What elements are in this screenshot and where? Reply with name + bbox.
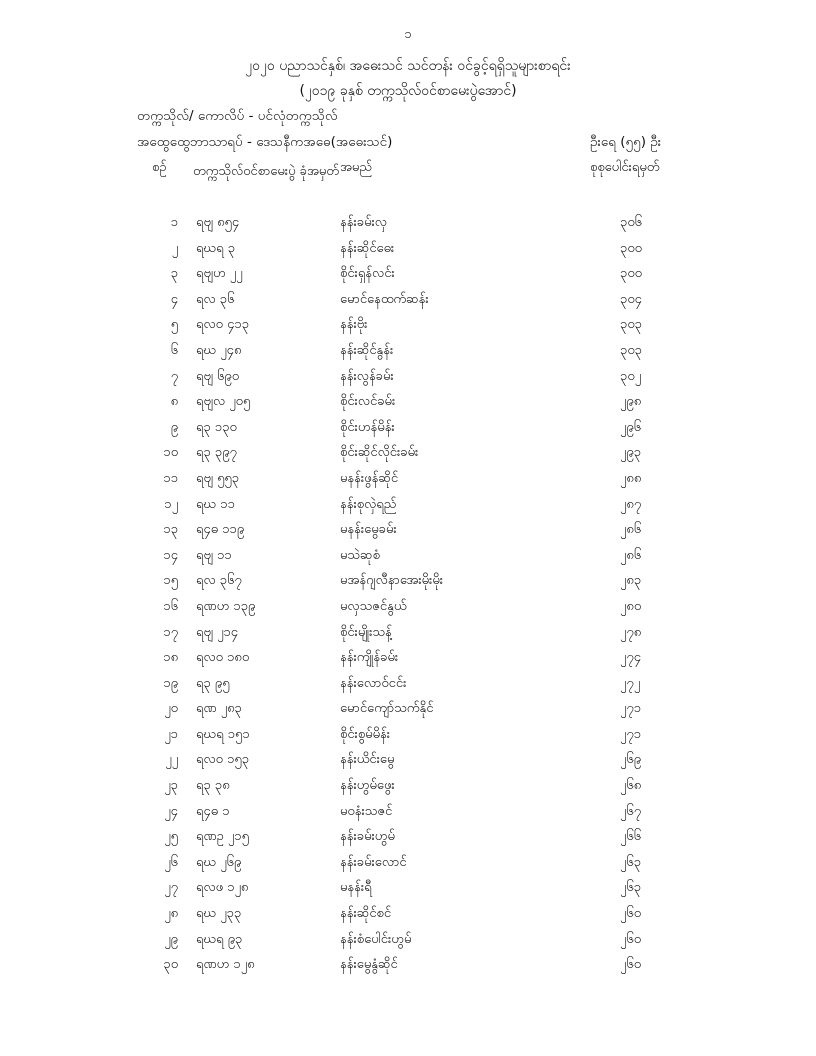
total-marks: ၂၆၀ (620, 957, 642, 973)
table-row (0, 598, 816, 624)
serial-number: ၈ (170, 394, 178, 410)
roll-number: ရလဖ ၁၂၈ (196, 880, 249, 896)
student-name: နန်းဗိုး (340, 317, 368, 333)
roll-number: ရဗျလ ၂၀၅ (196, 394, 251, 410)
header-name: အမည် (340, 160, 372, 175)
serial-number: ၁၃ (163, 522, 178, 538)
total-marks: ၂၈၆ (620, 547, 642, 563)
total-marks: ၂၉၃ (620, 445, 642, 461)
document-subtitle: (၂၀၁၉ ခုနှစ် တက္ကသိုလ်ဝင်စာမေးပွဲအောင်) (299, 83, 517, 99)
total-marks: ၂၆၈ (620, 778, 642, 794)
roll-number: ရဗျ ၈၅၄ (196, 215, 240, 230)
student-name: နန်းဆိုင်ဓေး (340, 240, 395, 256)
roll-number: ရ၃ ၃၉၇ (196, 445, 237, 461)
total-marks: ၂၉၈ (620, 394, 642, 410)
header-total-marks: စုစုပေါင်းရမှတ် (590, 160, 660, 175)
total-marks: ၂၆၃ (620, 880, 642, 896)
roll-number: ရဃရ ၁၅၁ (196, 726, 250, 742)
table-row (0, 265, 816, 291)
serial-number: ၂၁ (164, 726, 178, 742)
serial-number: ၁ (170, 215, 178, 230)
roll-number: ရဃရ ၉၃ (196, 931, 243, 947)
serial-number: ၅ (170, 317, 178, 333)
serial-number: ၂ (171, 240, 178, 256)
roll-number: ရဏဟ ၁၃၉ (196, 598, 256, 614)
serial-number: ၁၇ (163, 624, 178, 640)
table-row (0, 931, 816, 957)
table-row (0, 419, 816, 445)
table-row (0, 905, 816, 931)
student-name: နန်းခမ်းလှ (340, 215, 387, 230)
student-name: မနန်းမွေခမ်း (340, 522, 397, 538)
table-row (0, 393, 816, 419)
total-marks: ၂၈၇ (620, 496, 642, 512)
table-row (0, 675, 816, 701)
table-row (0, 240, 816, 266)
serial-number: ၂၆ (164, 854, 178, 870)
roll-number: ရ၃ ၃၈ (196, 778, 230, 794)
serial-number: ၉ (170, 419, 178, 435)
student-name: နန်းမွေနွံဆိုင် (340, 957, 398, 973)
table-row (0, 751, 816, 777)
student-name: စိုင်းမျိုးသန့် (340, 624, 392, 640)
total-marks: ၂၈၀ (620, 598, 642, 614)
student-name: နန်းစုလှဲရည် (340, 496, 397, 512)
table-row (0, 291, 816, 317)
table-row (0, 828, 816, 854)
total-marks: ၃၀၃ (620, 317, 642, 333)
student-name: နန်းဆိုင်နွန်း (340, 342, 394, 358)
serial-number: ၃၀ (163, 957, 178, 973)
table-row (0, 214, 816, 240)
total-marks: ၃၀၀ (620, 266, 642, 282)
table-row (0, 368, 816, 394)
serial-number: ၂၉ (164, 931, 178, 947)
roll-number: ရ၃ ၉၅ (196, 675, 230, 691)
student-name: နန်းဟွမ်ဖွေး (340, 778, 395, 794)
total-marks: ၂၆၀ (620, 906, 642, 922)
table-row (0, 470, 816, 496)
roll-number: ရဃ ၂၃၃ (196, 906, 242, 922)
total-marks: ၂၆၆ (620, 829, 642, 845)
total-marks: ၂၇၈ (620, 624, 642, 640)
roll-number: ရလ ၃၆၇ (196, 573, 242, 589)
student-name: မအန်ဂျလီနာအေးမိုးမိုး (340, 573, 444, 589)
serial-number: ၁၁ (163, 470, 178, 486)
student-name: စိုင်းဆိုင်လိုင်းခမ်း (340, 445, 419, 461)
student-list (0, 214, 816, 982)
total-marks: ၂၆၃ (620, 854, 642, 870)
roll-number: ရဗျ ၂၁၄ (196, 624, 239, 640)
serial-number: ၂၀ (164, 701, 178, 717)
total-marks: ၂၈၃ (620, 573, 642, 589)
table-row (0, 777, 816, 803)
table-row (0, 521, 816, 547)
table-row (0, 444, 816, 470)
table-row (0, 496, 816, 522)
roll-number: ရဏဥ ၂၁၅ (196, 829, 249, 845)
roll-number: ရဃ ၂၆၉ (196, 854, 242, 870)
subject-line: အထွေထွေဘာသာရပ် - ဒေသနီကအဓေ(အဓေးသင်) (137, 134, 393, 150)
table-row (0, 316, 816, 342)
table-row (0, 879, 816, 905)
total-marks: ၂၆၀ (620, 931, 642, 947)
header-roll-number: တက္ကသိုလ်ဝင်စာမေးပွဲ ခုံအမှတ် (193, 164, 339, 179)
serial-number: ၁၅ (163, 573, 178, 589)
total-marks: ၂၇၂ (620, 675, 641, 691)
roll-number: ရဗျ ၁၁ (196, 547, 232, 563)
student-name: မသဲဆုစံ (340, 547, 380, 563)
total-marks: ၂၇၄ (620, 650, 642, 666)
table-row (0, 342, 816, 368)
student-name: မနန်းဖွန်ဆိုင် (340, 470, 399, 486)
total-marks: ၃၀၆ (620, 215, 642, 230)
total-marks: ၂၈၆ (620, 522, 642, 538)
total-marks: ၂၉၆ (620, 419, 642, 435)
total-marks: ၃၀၀ (620, 240, 642, 256)
serial-number: ၁၆ (163, 598, 178, 614)
serial-number: ၄ (170, 291, 178, 307)
header-serial-no: စဉ် (152, 160, 167, 175)
roll-number: ရ၄ဓ ၁၁၉ (196, 522, 245, 538)
student-name: စိုင်းဟန်မိန်း (340, 419, 395, 435)
roll-number: ရဏဟ ၁၂၈ (196, 957, 255, 973)
serial-number: ၁၄ (163, 547, 178, 563)
student-name: နန်းလွန်ခမ်း (340, 368, 394, 384)
roll-number: ရဗျ ၅၅၃ (196, 470, 240, 486)
roll-number: ရဃရ ၃ (196, 240, 236, 256)
student-name: မဝနံးသဇင် (340, 803, 393, 819)
serial-number: ၁၉ (163, 675, 178, 691)
student-name: စိုင်းလင်ခမ်း (340, 394, 396, 410)
student-name: နန်းခမ်းဟွမ် (340, 829, 395, 845)
student-name: စိုင်းစွမ်မိန်း (340, 726, 391, 742)
serial-number: ၂၈ (164, 906, 178, 922)
table-row (0, 854, 816, 880)
total-marks: ၃၀၄ (620, 291, 642, 307)
roll-number: ရလဝ ၁၅၃ (196, 752, 250, 768)
serial-number: ၁၀ (163, 445, 178, 461)
serial-number: ၆ (170, 342, 178, 358)
serial-number: ၃ (170, 266, 178, 282)
roll-number: ရဃ ၁၁ (196, 496, 235, 512)
roll-number: ရလဝ ၁၈၀ (196, 650, 250, 666)
serial-number: ၂၅ (164, 829, 178, 845)
roll-number: ရလဝ ၄၁၃ (196, 317, 250, 333)
page-number: ၁ (404, 27, 412, 42)
roll-number: ရ၄ဓ ၁ (196, 803, 230, 819)
student-name: မနန်းရီ (340, 880, 372, 896)
table-row (0, 649, 816, 675)
table-row (0, 803, 816, 829)
serial-number: ၂၇ (164, 880, 178, 896)
student-name: နန်းကျိုန်ခမ်း (340, 650, 399, 666)
student-name: နန်းဆိုင်စင် (340, 906, 392, 922)
serial-number: ၁၂ (164, 496, 178, 512)
total-marks: ၃၀၂ (620, 368, 642, 384)
serial-number: ၂၄ (164, 803, 178, 819)
serial-number: ၂၂ (165, 752, 178, 768)
table-row (0, 700, 816, 726)
roll-number: ရလ ၃၆ (196, 291, 235, 307)
total-marks: ၂၈၈ (620, 470, 642, 486)
table-row (0, 624, 816, 650)
table-row (0, 572, 816, 598)
serial-number: ၇ (170, 368, 178, 384)
total-marks: ၂၆၇ (620, 803, 642, 819)
roll-number: ရဗျ ၆၉၀ (196, 368, 240, 384)
total-marks: ၂၆၉ (620, 752, 642, 768)
table-row (0, 726, 816, 752)
total-marks: ၂၇၁ (620, 701, 642, 717)
total-marks: ၂၇၁ (620, 726, 642, 742)
student-count: ဦးရေ (၅၅) ဦး (590, 134, 662, 150)
roll-number: ရ၃ ၁၃၀ (196, 419, 237, 435)
table-row (0, 547, 816, 573)
roll-number: ရဃ ၂၄၈ (196, 342, 242, 358)
student-name: စိုင်းရှန်လင်း (340, 266, 395, 282)
document-title: ၂၀၂၀ ပညာသင်နှစ်၊ အဓေးသင် သင်တန်း ဝင်ခွင့်ရရှိသူများစာရင်း (245, 58, 571, 74)
serial-number: ၁၈ (163, 650, 178, 666)
table-row (0, 956, 816, 982)
student-name: မောင်ကျော်သက်နိုင် (340, 701, 434, 717)
student-name: မောင်နေထက်ဆန်း (340, 291, 429, 307)
roll-number: ရဏ ၂၈၃ (196, 701, 242, 717)
student-name: မလှသဇင်နွယ် (340, 598, 407, 614)
student-name: နန်းလောဝ်ငင်း (340, 675, 407, 691)
total-marks: ၃၀၃ (620, 342, 642, 358)
student-name: နန်းစံပေါင်းဟွမ် (340, 931, 412, 947)
university-line: တက္ကသိုလ်/ ကောလိပ် - ပင်လုံတက္ကသိုလ် (137, 108, 338, 124)
roll-number: ရဗျဟ ၂၂ (196, 266, 243, 282)
student-name: နန်းခမ်းလောင် (340, 854, 407, 870)
student-name: နန်းယိင်းမွေ (340, 752, 395, 768)
serial-number: ၂၃ (164, 778, 178, 794)
